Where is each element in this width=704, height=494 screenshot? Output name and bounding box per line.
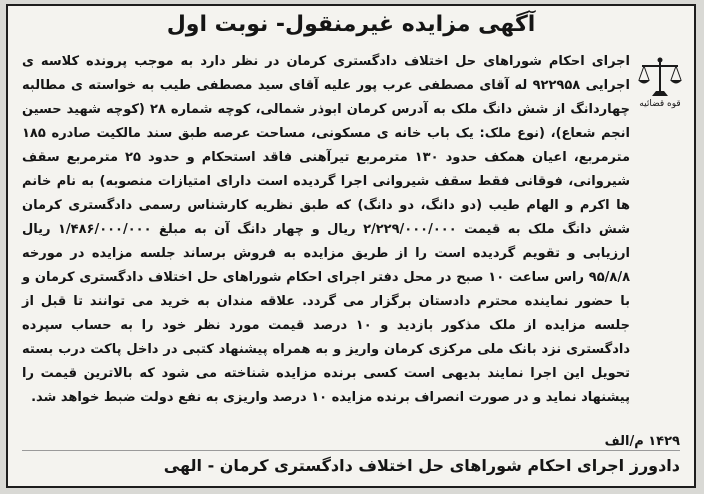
auction-notice: [6, 4, 696, 488]
judiciary-emblem: [636, 56, 684, 112]
notice-title: آگهی مزایده غیرمنقول- نوبت اول: [166, 12, 536, 37]
notice-body: اجرای احکام شوراهای حل اختلاف دادگستری کرمان در نظر دارد به موجب پرونده کلاسه ی اجرایی ۹۲۲۹۵۸ له آقای مصطفی عرب پور علیه آقای سید مصطفی طیب به خواسته ی مطالبه چهاردانگ از شش دانگ ملک به آدرس کرمان ابوذر شمالی، کوچه شماره ۲۸ (کوچه شهید حسین انجم شعاع)، (نوع ملک: یک باب خانه ی مسکونی، مساحت عرصه طبق سند مالکیت صادره ۱۸۵ مترمربع، اعیان همکف حدود ۱۳۰ مترمربع تیرآهنی فاقد استحکام و حدود ۲۵ مترمربع سقف شیروانی، فوقانی فقط سقف شیروانی اجرا گردیده است دارای امتیازات منصوبه) به نام خانم ها اکرم و الهام طیب (دو دانگ، دو دانگ) که طبق نظریه کارشناس رسمی دادگستری کرمان شش دانگ ملک به قیمت ۲/۲۲۹/۰۰۰/۰۰۰ ریال و چهار دانگ آن به مبلغ ۱/۴۸۶/۰۰۰/۰۰۰ ریال ارزیابی و تقویم گردیده است را از طریق مزایده به فروش برساند جلسه مزایده در مورخه ۹۵/۸/۸ راس ساعت ۱۰ صبح در محل دفتر اجرای احکام شوراهای حل اختلاف دادگستری کرمان و با حضور نماینده محترم دادستان برگزار می گردد. علاقه مندان به خرید می توانند تا قبل از جلسه مزایده از ملک مذکور بازدید و ۱۰ درصد قیمت مورد نظر خود را به حساب سپرده دادگستری نزد بانک ملی مرکزی کرمان واریز و به همراه پیشنهاد کتبی در داخل پاکت درب بسته تحویل این اجرا نمایند بدیهی است کسی برنده مزایده شناخته می شود که بالاترین قیمت را پیشنهاد نماید و در صورت انصراف برنده مزایده ۱۰ درصد واریزی به نفع دولت ضبط خواهد شد.: [22, 54, 631, 405]
reference-number: ۱۴۲۹ م/الف: [604, 434, 680, 449]
scales-of-justice-icon: [636, 56, 684, 98]
notice-signature: دادورز اجرای احکام شوراهای حل اختلاف دادگستری کرمان - الهی: [22, 450, 680, 481]
emblem-label: قوه قضائیه: [639, 99, 681, 109]
